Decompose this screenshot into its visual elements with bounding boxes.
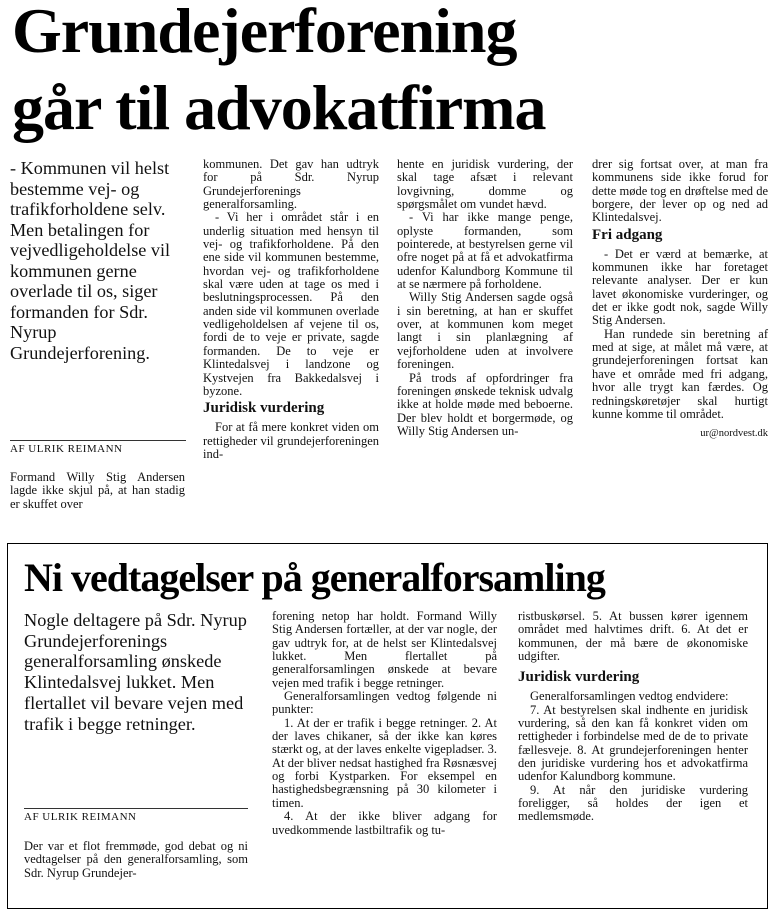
article2-headline: Ni vedtagelser på generalforsamling [24, 555, 605, 600]
article2-col3-paragraph-2: Generalforsamlingen vedtog endvidere: [530, 689, 729, 704]
article1-col3-paragraph-1: hente en juridisk vurdering, der skal tage afsæt i relevant lovgivning, domme og spørgsmålet om vundet hævd. [397, 157, 573, 212]
article1-byline: AF ULRIK REIMANN [10, 443, 123, 455]
article1-col3-paragraph-3: Willy Stig Andersen sagde også i sin beretning, at han er skuffet over, at kommunen kom meget langt i sin planlægning af vejforholdene uden at involvere foreningen. [397, 290, 573, 372]
article1-column-1 [10, 471, 185, 511]
article2-col3-paragraph-1: ristbuskørsel. 5. At bussen kører igennem området med halvtimes drift. 6. At det er kommunen, der må bære de økonomiske udgifter. [518, 609, 748, 664]
article1-col4-paragraph-1: drer sig fortsat over, at man fra kommunens side ikke forud for dette møde tog en drøftelse med de borgere, der lever op og ned ad Klintedalsvej. [592, 157, 768, 225]
article2-col2-paragraph-3: 1. At der er trafik i begge retninger. 2. At der laves chikaner, så der ikke kan køres stærkt og, at der laves enkelte vigepladser. 3. At der bliver nedsat hastighed fra Røsnæsvej og forbi Kystparken. For eksempel en hastighedsbegrænsning på 30 kilometer i timen. [272, 715, 497, 810]
article1-col2-subheading: Juridisk vurdering [203, 400, 325, 417]
article1-author-email: ur@nordvest.dk [700, 428, 768, 440]
article1-col2-paragraph-3: For at få mere konkret viden om rettigheder vil grundejerforeningen ind- [203, 420, 379, 461]
article1-headline-line2: går til advokatfirma [12, 72, 546, 143]
article2-col3-paragraph-4: 9. At når den juridiske vurdering foreligger, så holdes der igen et medlemsmøde. [518, 782, 748, 824]
article1-column-3 [397, 158, 573, 438]
article1-headline-line1: Grundejerforening [12, 0, 517, 66]
article2-byline: AF ULRIK REIMANN [24, 811, 137, 823]
article2-col2-paragraph-1: forening netop har holdt. Formand Willy Stig Andersen fortæller, at der var nogle, der gav udtryk for, at de helst ser Klintedalsvej lukket. Men flertallet på generalforsamlingen ønskede at bevare vejen med trafik i begge retninger. [272, 609, 497, 690]
article1-col4-subheading: Fri adgang [592, 226, 663, 243]
article2-col1-paragraph: Der var et flot fremmøde, god debat og ni vedtagelser på den generalforsamling, som Sdr. Nyrup Grundejer- [24, 839, 248, 880]
article2-byline-rule [24, 808, 248, 809]
article1-col4-paragraph-2: - Det er værd at bemærke, at kommunen ikke har foretaget relevante analyser. Der er kun lavet økonomiske vurderinger, og det er ikke godt nok, sagde Willy Stig Andersen. [592, 246, 768, 328]
article2-column-3 [518, 610, 748, 824]
article1-lead: - Kommunen vil helst bestemme vej- og trafikforholdene selv. Men betalingen for vejvedligeholdelse vil kommunen gerne overlade til os, siger formanden for Sdr. Nyrup Grundejerforening. [10, 158, 171, 363]
article1-col3-paragraph-2: - Vi har ikke mange penge, oplyste formanden, som pointerede, at bestyrelsen gerne vil ofre noget på at få et advokatfirma udenfor Kalundborg Kommune til at se nærmere på forholdene. [397, 210, 573, 292]
article2-col3-paragraph-3: 7. At bestyrelsen skal indhente en juridisk vurdering, så den kan få konkret viden om rettigheder i forbindelse med de de to private fællesveje. 8. At grundejerforeningen henter den juridiske vurdering hos et advokatfirma udenfor Kalundborg kommune. [518, 702, 748, 784]
article1-col1-paragraph: Formand Willy Stig Andersen lagde ikke skjul på, at han stadig er skuffet over [10, 470, 185, 511]
article2-col2-paragraph-2: Generalforsamlingen vedtog følgende ni punkter: [272, 689, 497, 717]
article2-col2-paragraph-4: 4. At der ikke bliver adgang for uvedkommende lastbiltrafik og tu- [272, 809, 497, 837]
article1-col2-paragraph-2: - Vi her i området står i en underlig situation med hensyn til vej- og trafikforholdene. På den ene side vil kommunen bestemme, hvordan vej- og trafikforholdene skal være uden at tage os med i beslutningsprocessen. På den anden side vil kommunen overlade vedligeholdelsen af vejene til os, fordi de to veje er private, sagde formanden. De to veje er Klintedalsvej i landzone og Kystvejen fra Bakkedalsvej i byzone. [203, 210, 379, 398]
article1-col3-paragraph-4: På trods af opfordringer fra foreningen ønskede teknisk udvalg ikke at holde møde med beboerne. Der blev holdt et borgermøde, og Willy Stig Andersen un- [397, 370, 573, 438]
article1-column-4 [592, 158, 768, 441]
article2-column-2 [272, 610, 497, 837]
article1-column-2 [203, 158, 379, 461]
article1-byline-rule [10, 440, 186, 441]
article2-lead: Nogle deltagere på Sdr. Nyrup Grundejerforenings generalforsamling ønskede Klintedalsvej lukket. Men flertallet vil bevare vejen med trafik i begge retninger. [24, 610, 247, 734]
article2-col3-subheading: Juridisk vurdering [518, 669, 640, 686]
article1-col4-paragraph-3: Han rundede sin beretning af med at sige, at målet må være, at grundejerforeningen fortsat kan have et område med fri adgang, hvor alle trygt kan færdes. Og redningskøretøjer skal hurtigt kunne komme til området. [592, 326, 768, 421]
article2-column-1 [24, 840, 248, 880]
article1-col2-paragraph-1: kommunen. Det gav han udtryk for på Sdr. Nyrup Grundejerforenings generalforsamling. [203, 157, 379, 212]
